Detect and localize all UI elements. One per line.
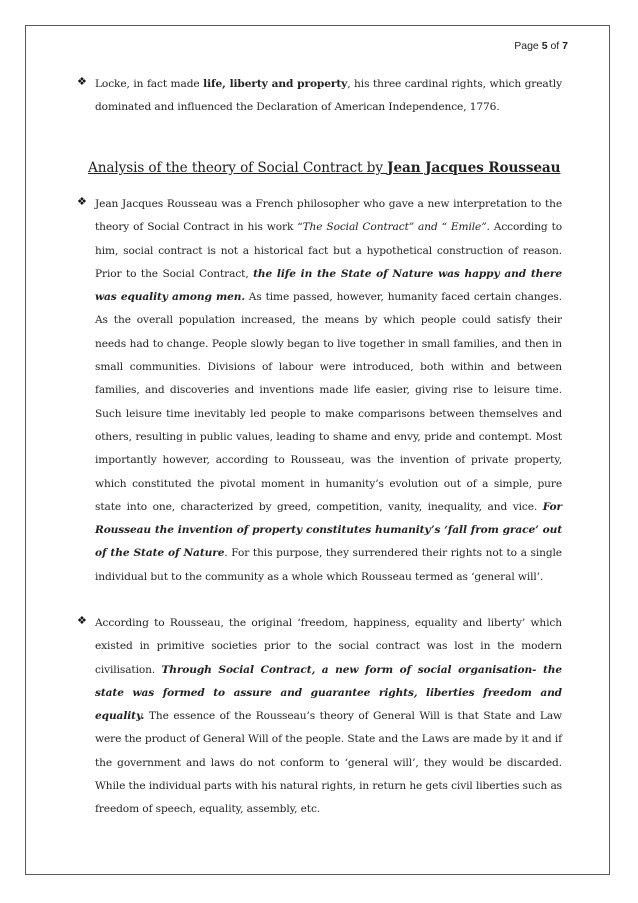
diamond-bullet-icon: ❖ bbox=[77, 75, 87, 88]
italic-works: The Social Contract” and “ Emile” bbox=[302, 221, 487, 234]
paragraph-locke: Locke, in fact made life, liberty and property, his three cardinal rights, which greatly dominated and influenced the Declaration of American Independence, 1776. bbox=[95, 78, 562, 114]
heading-name: Jean Jacques Rousseau bbox=[387, 160, 561, 176]
page-number bbox=[514, 40, 568, 52]
bold-italic-state-of-nature: the life in the State of Nature was happy and there was equality among men. bbox=[95, 267, 562, 304]
diamond-bullet-icon: ❖ bbox=[77, 195, 87, 208]
paragraph-general-will: According to Rousseau, the original ‘freedom, happiness, equality and liberty’ which existed in primitive societies prior to the social contract was lost in the modern civilisation. Through Social Contract, a new form of social organisation- the state was formed to assure and guarantee rights, liberties freedom and equality. The essence of the Rousseau’s theory of General Will is that State and Law were the product of General Will of the people. State and the Laws are made by it and if the government and laws do not conform to ‘general will’, they would be discarded. While the individual parts with his natural rights, in return he gets civil liberties such as freedom of speech, equality, assembly, etc. bbox=[95, 617, 563, 816]
bullet-locke bbox=[77, 73, 562, 120]
page-label: Page bbox=[514, 40, 539, 52]
bullet-rousseau bbox=[77, 193, 563, 589]
bullet-general-will bbox=[77, 612, 563, 822]
diamond-bullet-icon: ❖ bbox=[77, 614, 87, 627]
section-heading: Analysis of the theory of Social Contract by Jean Jacques Rousseau bbox=[88, 160, 561, 176]
page-total: 7 bbox=[562, 40, 568, 52]
page-sep: of bbox=[550, 40, 560, 52]
page-current: 5 bbox=[541, 40, 548, 52]
bold-italic-social-contract: Through Social Contract, a new form of social organisation- the state was formed to assure and guarantee rights, liberties freedom and equality. bbox=[95, 663, 563, 723]
bold-italic-fall-from-grace: For Rousseau the invention of property constitutes humanity’s ‘fall from grace’ out of the State of Nature bbox=[95, 500, 562, 560]
bold-rights: life, liberty and property bbox=[203, 78, 348, 90]
paragraph-rousseau: Jean Jacques Rousseau was a French philosopher who gave a new interpretation to the theory of Social Contract in his work “The Social Contract” and “ Emile”. According to him, social contract is not a historical fact but a hypothetical construction of reason. Prior to the Social Contract, the life in the State of Nature was happy and there was equality among men. As time passed, however, humanity faced certain changes. As the overall population increased, the means by which people could satisfy their needs had to change. People slowly began to live together in small families, and then in small communities. Divisions of labour were introduced, both within and between families, and discoveries and inventions made life easier, giving rise to leisure time. Such leisure time inevitably led people to make comparisons between themselves and others, resulting in public values, leading to shame and envy, pride and contempt. Most importantly however, according to Rousseau, was the invention of private property, which constituted the pivotal moment in humanity’s evolution out of a simple, pure state into one, characterized by greed, competition, vanity, inequality, and vice. For Rousseau the invention of property constitutes humanity’s ‘fall from grace’ out of the State of Nature. For this purpose, they surrendered their rights not to a single individual but to the community as a whole which Rousseau termed as ‘general will’. bbox=[95, 198, 563, 583]
